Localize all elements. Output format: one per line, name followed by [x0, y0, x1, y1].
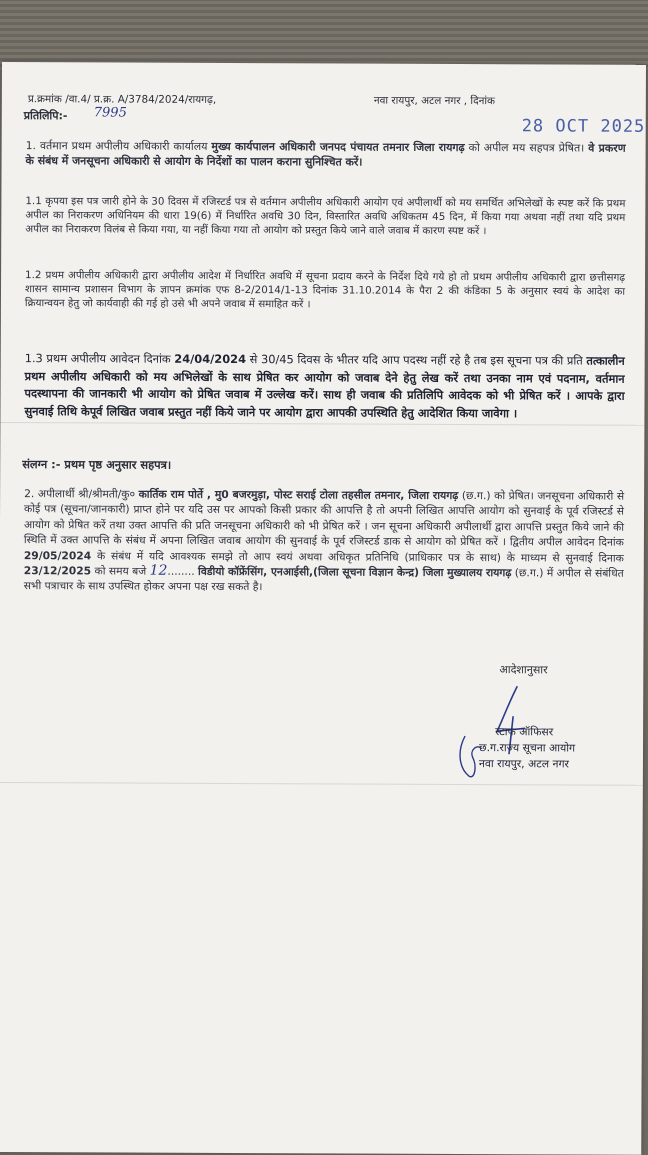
- signatory-office: छ.ग.राज्य सूचना आयोग: [478, 741, 576, 755]
- paragraph-2: 2. अपीलार्थी श्री/श्रीमती/कु० कार्तिक राम पोर्ते , मु0 बजरमुड़ा, पोस्ट सराई टोला तहसील तमनार, जिला रायगढ़ (छ.ग.) को प्रेषित। जनसूचना अधिकारी से कोई पत्र (सूचना/जानकारी) प्राप्त होने पर यदि उस पर आपको किसी प्रकार की आपत्ति है तो अपनी लिखित आपत्ति आयोग को सुनवाई के पूर्व रजिस्टर्ड से आयोग को प्रेषित करें तथा उक्त आपत्ति की प्रति जनसूचना अधिकारी को भी प्रेषित करें । जन सूचना अधिकारी अपीलार्थी द्वारा आपत्ति प्रस्तुत किये जाने की स्थिति में उक्त आपत्ति के संबंध में अपना लिखित जवाब आयोग की सुनवाई के पूर्व रजिस्टर्ड डाक से आयोग को प्रेषित करें । द्वितीय अपील आवेदन दिनांक 29/05/2024 के संबंध में यदि आवश्यक समझे तो आप स्वयं अथवा अधिकृत प्रतिनिधि (प्राधिकार पत्र के साथ) के माध्यम से सुनवाई दिनाक 23/12/2025 को समय बजे 12........ विडीयो कॉफ्रेंसिंग, एनआईसी,(जिला सूचना विज्ञान केन्द्र) जिला मुख्यालय रायगढ़ (छ.ग.) में अपील से संबंधित सभी पत्राचार के साथ उपस्थित होकर अपना पक्ष रख सकते है।: [23, 487, 625, 594]
- paragraph-1: 1. वर्तमान प्रथम अपीलीय अधिकारी कार्यालय मुख्य कार्यपालन अधिकारी जनपद पंचायत तमनार जिला रायगढ़ को अपील मय सहपत्र प्रेषित। वे प्रकरण के संबंध में जनसूचना अधिकारी से आयोग के निर्देशों का पालन कराना सुनिश्चित करें।: [25, 139, 626, 169]
- paragraph-1-2: 1.2 प्रथम अपीलीय अधिकारी द्वारा अपीलीय आदेश में निर्धारित अवधि में सूचना प्रदाय करने के निर्देश दिये गये हो तो प्रथम अपीलीय अधिकारी द्वारा छत्तीसगढ़ शासन सामान्य प्रशासन विभाग के ज्ञापन क्रमांक एफ 8-2/2014/1-13 दिनांक 31.10.2014 के पैरा 2 की कंडिका 5 के अनुसार स्वयं के आदेश का क्रियान्वयन हेतु जो कार्यवाही की गई हो उसे भी अपने जवाब में समाहित करें ।: [24, 269, 626, 311]
- reference-number: प्र.क्रमांक /वा.4/ प्र.क्र. A/3784/2024/रायगढ़,: [27, 93, 217, 106]
- enclosure-line: संलग्न :- प्रथम पृष्ठ अनुसार सहपत्र।: [22, 457, 172, 472]
- paragraph-1-1: 1.1 कृपया इस पत्र जारी होने के 30 दिवस में रजिस्टर्ड पत्र से वर्तमान अपीलीय अधिकारी आयोग एवं अपीलार्थी को मय समर्थित अभिलेखों के स्पष्ट करें कि प्रथम अपील का निराकरण अधिनियम की धारा 19(6) में निर्धारित अवधि 30 दिन, विस्तारित अवधि अधिकतम 45 दिन, में किया गया अथवा नहीं तथा यदि प्रथम अपील का निराकरण विलंब से किया गया, या नहीं किया गया तो आयोग को प्रस्तुत किये जाने वाले जवाब में कारण स्पष्ट करें ।: [25, 195, 626, 238]
- letter-page: [0, 62, 646, 1155]
- order-label: आदेशानुसार: [499, 663, 548, 677]
- signatory-place: नवा रायपुर, अटल नगर: [478, 757, 570, 771]
- copy-number-handwritten: 7995: [93, 105, 127, 121]
- date-stamp: 28 OCT 2025: [521, 116, 646, 137]
- signatory-designation: स्टाफ ऑफिसर: [495, 725, 554, 739]
- paper-fold-line: [0, 422, 644, 426]
- place-date-label: नवा रायपुर, अटल नगर , दिनांक: [373, 94, 496, 108]
- floor-background: [0, 0, 648, 70]
- copy-label: प्रतिलिपि:-: [23, 109, 68, 123]
- paragraph-1-3: 1.3 प्रथम अपीलीय आवेदन दिनांक 24/04/2024 से 30/45 दिवस के भीतर यदि आप पदस्थ नहीं रहे है तब इस सूचना पत्र की प्रति तत्कालीन प्रथम अपीलीय अधिकारी को मय अभिलेखों के साथ प्रेषित कर आयोग को जवाब देने हेतु लेख करें तथा उनका नाम एवं पदनाम, वर्तमान पदस्थापना की जानकारी भी आयोग को प्रेषित जवाब में उल्लेख करें। साथ ही जवाब की प्रतिलिपि आवेदक को भी प्रेषित करें । आपके द्वारा सुनवाई तिथि केपूर्व लिखित जवाब प्रस्तुत नहीं किये जाने पर आयोग द्वारा आपकी उपस्थिति हेतु आदेशित किया जावेगा ।: [24, 351, 625, 420]
- signature-block: [469, 724, 639, 773]
